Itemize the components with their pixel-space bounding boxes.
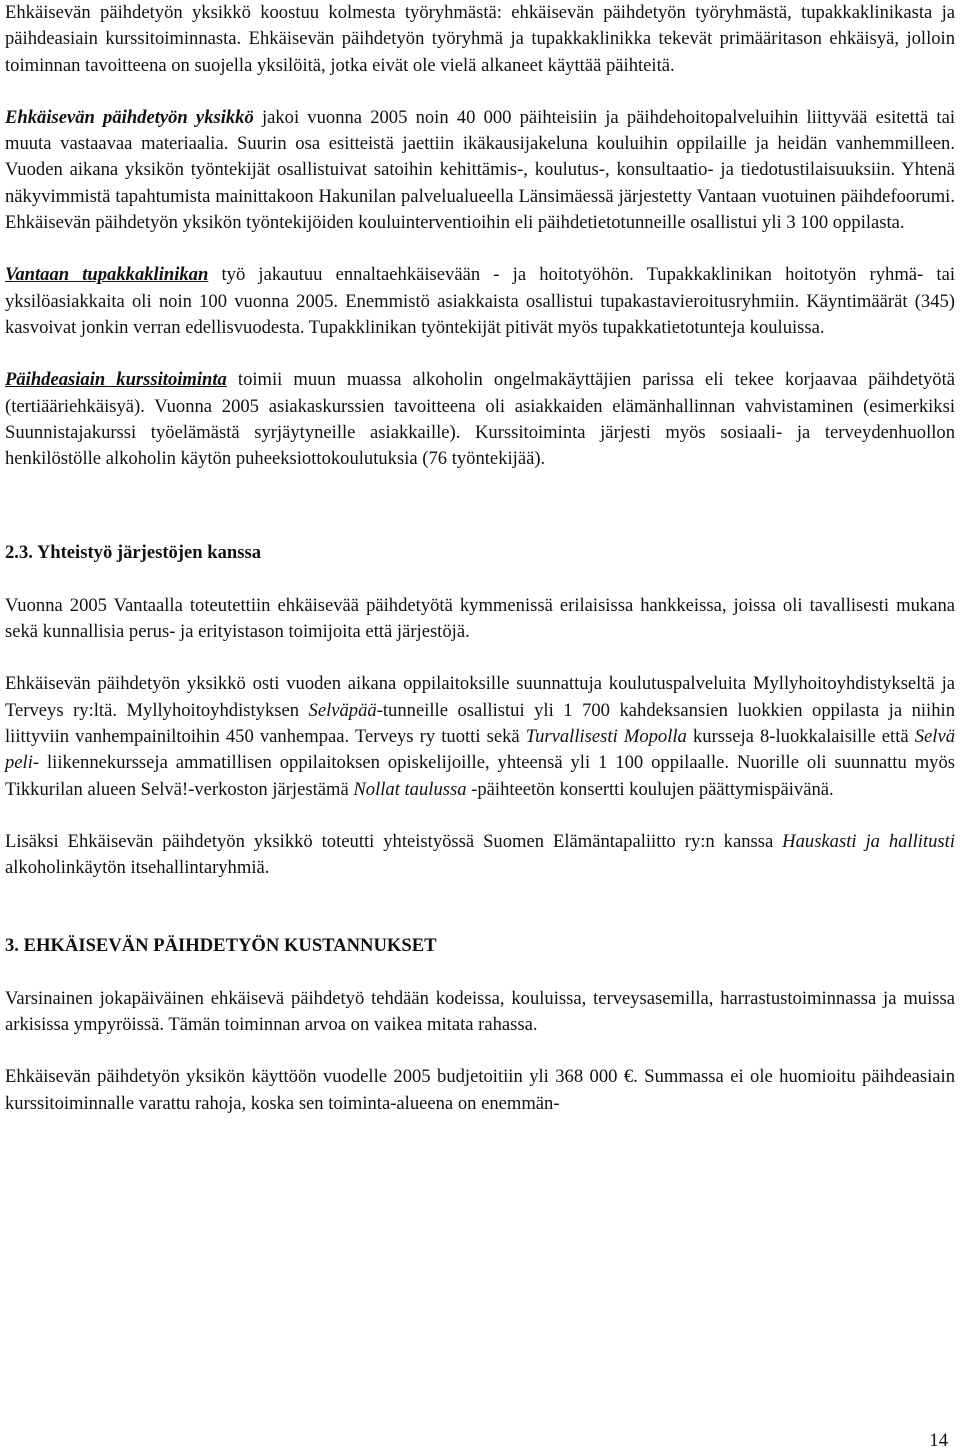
coop-italic-mopolla: Turvallisesti Mopolla [525, 725, 687, 747]
coop-text-a: Ehkäisevän päihdetyön yksikkö osti vuoden aikana oppilaitoksille suunnattuja koulutuspalveluita Myllyhoitoyhdistykseltä ja Terveys ry:ltä. Myllyhoitoyhdistyksen [5, 673, 955, 721]
section-2-3-heading: 2.3. Yhteistyö järjestöjen kanssa [5, 542, 261, 564]
unit-paragraph [5, 105, 955, 236]
unit-text: jakoi vuonna 2005 noin 40 000 päihteisiin ja päihdehoitopalveluihin liittyvää esitettä tai muuta vastaavaa materiaalia. Suurin osa esitteistä jaettiin ikäkausijakeluna kouluihin oppilaille ja heidän vanhemmilleen. Vuoden aikana yksikön työntekijät osallistuivat satoihin kehittämis-, koulutus-, konsultaatio- ja tiedotustilaisuuksiin. Yhtenä näkyvimmistä tapahtumista mainittakoon Hakunilan palvelualueella Länsimäessä järjestetty Vantaan vuotuinen päihdefoorumi. Ehkäisevän päihdetyön yksikön työntekijöiden kouluinterventioihin eli päihdetietotunneille osallistui yli 3 100 oppilasta. [5, 106, 955, 234]
coop3-text-b: alkoholinkäytön itsehallintaryhmiä. [5, 857, 270, 879]
unit-lead: Ehkäisevän päihdetyön yksikkö [5, 106, 254, 128]
coop-text-e: -päihteetön konsertti koulujen päättymispäivänä. [466, 778, 834, 800]
clinic-lead: Vantaan tupakkaklinikan [5, 264, 209, 286]
coop-text-b: -tunneille osallistui yli 1 700 kahdeksansien luokkien oppilasta ja niihin liittyviin vanhempainiltoihin 450 vanhempaa. Terveys ry tuotti sekä [5, 699, 955, 747]
cooperation-paragraph-3 [5, 829, 955, 882]
cooperation-paragraph-1: Vuonna 2005 Vantaalla toteutettiin ehkäisevää päihdetyötä kymmenissä erilaisissa hankkeissa, joissa oli tavallisesti mukana sekä kunnallisia perus- ja erityistason toimijoita että järjestöjä. [5, 594, 955, 643]
coop3-text-a: Lisäksi Ehkäisevän päihdetyön yksikkö toteutti yhteistyössä Suomen Elämäntapaliitto ry:n kanssa [5, 830, 783, 852]
costs-paragraph-2: Ehkäisevän päihdetyön yksikön käyttöön vuodelle 2005 budjetoitiin yli 368 000 €. Summassa ei ole huomioitu päihdeasiain kurssitoiminnalle varattu rahoja, koska sen toiminta-alueena on enemmän- [5, 1066, 955, 1114]
intro-paragraph: Ehkäisevän päihdetyön yksikkö koostuu kolmesta työryhmästä: ehkäisevän päihdetyön työryhmästä, tupakkaklinikasta ja päihdeasiain kurssitoiminnasta. Ehkäisevän päihdetyön työryhmä ja tupakkaklinikka tekevät primääritason ehkäisyä, jolloin toiminnan tavoitteena on suojella yksilöitä, jotka eivät ole vielä alkaneet käyttää päihteitä. [5, 2, 955, 76]
coop-italic-nollat: Nollat taulussa [353, 778, 467, 800]
costs-paragraph-1: Varsinainen jokapäiväinen ehkäisevä päihdetyö tehdään kodeissa, kouluissa, terveysasemilla, harrastustoiminnassa ja muissa arkisissa ympyröissä. Tämän toiminnan arvoa on vaikea mitata rahassa. [5, 987, 955, 1036]
clinic-text: työ jakautuu ennaltaehkäisevään - ja hoitotyöhön. Tupakkaklinikan hoitotyön ryhmä- tai yksilöasiakkaita oli noin 100 vuonna 2005. Enemmistö asiakkaista osallistui tupakastavieroitusryhmiin. Käyntimäärät (345) kasvoivat jonkin verran edellisvuodesta. Tupakklinikan työntekijät pitivät myös tupakkatietotunteja kouluissa. [5, 264, 955, 338]
coop-text-c: kursseja 8-luokkalaisille että [686, 725, 915, 747]
section-3-heading: 3. EHKÄISEVÄN PÄIHDETYÖN KUSTANNUKSET [5, 935, 437, 957]
coop-italic-selva-peli: Selvä peli [5, 725, 956, 774]
cooperation-paragraph-2 [5, 671, 955, 802]
courses-text: toimii muun muassa alkoholin ongelmakäyttäjien parissa eli tekee korjaavaa päihdetyötä (tertiääriehkäisyä). Vuonna 2005 asiakaskurssien tavoitteena oli asiakkaiden elämänhallinnan vahvistaminen (esimerkiksi Suunnistajakurssi työelämästä syrjäytyneille asiakkaille). Kurssitoiminta järjesti myös sosiaali- ja terveydenhuollon henkilöstölle alkoholin käytön puheeksiottokoulutuksia (76 työntekijää). [5, 369, 956, 470]
clinic-paragraph [5, 262, 955, 341]
courses-lead: Päihdeasiain kurssitoiminta [5, 369, 227, 391]
courses-paragraph [5, 367, 955, 472]
coop-italic-selvapaa: Selväpää [308, 699, 377, 721]
coop-text-d: - liikennekursseja ammatillisen oppilaitoksen opiskelijoille, yhteensä yli 1 100 oppilaalle. Nuorille oli suunnattu myös Tikkurilan alueen Selvä!-verkoston järjestämä [5, 752, 955, 800]
page-number: 14 [929, 1430, 948, 1451]
document-page [5, 0, 955, 1117]
coop3-italic-hauskasti: Hauskasti ja hallitusti [782, 830, 955, 852]
